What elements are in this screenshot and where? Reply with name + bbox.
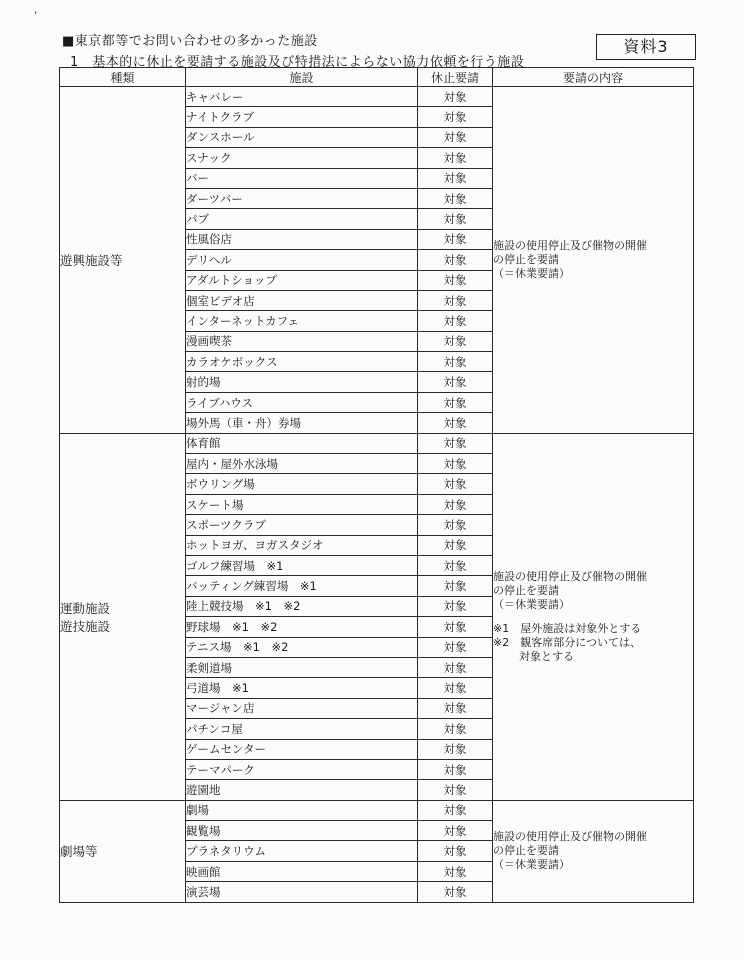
header-facility: 施設 [186,68,418,87]
suspension-target-cell: 対象 [418,290,493,310]
facility-cell: スナック [186,148,418,168]
facility-cell: キャバレー [186,87,418,107]
suspension-target-cell: 対象 [418,698,493,718]
facility-cell: 映画館 [186,861,418,881]
table-row [60,433,694,453]
facility-cell: バッティング練習場 ※1 [186,576,418,596]
category-cell [60,433,186,800]
facility-cell: 漫画喫茶 [186,331,418,351]
suspension-target-cell: 対象 [418,596,493,616]
request-text-line: 施設の使用停止及び催物の開催 [493,830,647,844]
footnote-mark: ※2 [493,635,510,649]
facility-cell: 射的場 [186,372,418,392]
suspension-target-cell: 対象 [418,678,493,698]
facility-cell: アダルトショップ [186,270,418,290]
facility-cell: ホットヨガ、ヨガスタジオ [186,535,418,555]
facility-cell: インターネットカフェ [186,311,418,331]
request-text-line: の停止を要請 [493,252,559,266]
facility-cell: 遊園地 [186,780,418,800]
suspension-target-cell: 対象 [418,107,493,127]
facility-cell: ゲームセンター [186,739,418,759]
suspension-target-cell: 対象 [418,882,493,902]
facility-cell: スポーツクラブ [186,515,418,535]
suspension-target-cell: 対象 [418,392,493,412]
category-label: 運動施設 [60,600,111,616]
facility-cell: 野球場 ※1 ※2 [186,617,418,637]
facility-cell: ダーツバー [186,188,418,208]
facility-cell: パチンコ屋 [186,719,418,739]
facility-cell: 演芸場 [186,882,418,902]
suspension-target-cell: 対象 [418,229,493,249]
facility-cell: カラオケボックス [186,352,418,372]
footnote-text: 観客席部分については、 [520,635,641,649]
suspension-target-cell: 対象 [418,413,493,433]
category-label: 劇場等 [60,844,98,860]
facility-cell: マージャン店 [186,698,418,718]
scan-mark: , [34,3,38,16]
footnote-text: 対象とする [519,649,574,663]
suspension-target-cell: 対象 [418,331,493,351]
suspension-target-cell: 対象 [418,637,493,657]
request-text-line: （＝休業要請） [493,266,570,280]
suspension-target-cell: 対象 [418,188,493,208]
facility-cell: 観覧場 [186,821,418,841]
request-text-line: （＝休業要請） [493,597,570,611]
facility-cell: 体育館 [186,433,418,453]
document-heading: ■東京都等でお問い合わせの多かった施設 [62,34,318,49]
note-spacer [493,612,693,622]
facility-cell: 性風俗店 [186,229,418,249]
suspension-target-cell: 対象 [418,474,493,494]
footnote-line [493,622,693,636]
facility-cell: 弓道場 ※1 [186,678,418,698]
suspension-target-cell: 対象 [418,739,493,759]
suspension-target-cell: 対象 [418,454,493,474]
facility-cell: 屋内・屋外水泳場 [186,454,418,474]
header-request-content: 要請の内容 [493,68,694,87]
footnote-text: 屋外施設は対象外とする [520,621,642,635]
facility-cell: ナイトクラブ [186,107,418,127]
document-subheading: 1 基本的に休止を要請する施設及び特措法によらない協力依頼を行う施設 [70,55,525,70]
suspension-target-cell: 対象 [418,515,493,535]
suspension-target-cell: 対象 [418,494,493,514]
table-row [60,800,694,820]
facility-cell: 場外馬（車・舟）券場 [186,413,418,433]
request-text-line: 施設の使用停止及び催物の開催 [493,238,647,252]
facility-cell: ゴルフ練習場 ※1 [186,555,418,575]
suspension-target-cell: 対象 [418,270,493,290]
footnote-line [493,650,693,664]
facility-cell: デリヘル [186,250,418,270]
facility-cell: テニス場 ※1 ※2 [186,637,418,657]
suspension-target-cell: 対象 [418,759,493,779]
header-suspension: 休止要請 [418,68,493,87]
facility-table [59,67,694,903]
suspension-target-cell: 対象 [418,148,493,168]
request-content-cell [493,800,694,902]
facility-cell: 柔剣道場 [186,657,418,677]
suspension-target-cell: 対象 [418,209,493,229]
table-body [60,87,694,903]
category-label: 遊技施設 [60,618,111,634]
request-text-line: （＝休業要請） [493,858,570,872]
suspension-target-cell: 対象 [418,87,493,107]
facility-cell: パブ [186,209,418,229]
facility-cell: プラネタリウム [186,841,418,861]
facility-cell: 個室ビデオ店 [186,290,418,310]
facility-cell: ダンスホール [186,127,418,147]
suspension-target-cell: 対象 [418,555,493,575]
facility-cell: 陸上競技場 ※1 ※2 [186,596,418,616]
facility-cell: スケート場 [186,494,418,514]
suspension-target-cell: 対象 [418,657,493,677]
request-text-line: の停止を要請 [493,583,559,597]
header-category: 種類 [60,68,186,87]
suspension-target-cell: 対象 [418,780,493,800]
facility-cell: ライブハウス [186,392,418,412]
suspension-target-cell: 対象 [418,719,493,739]
suspension-target-cell: 対象 [418,372,493,392]
suspension-target-cell: 対象 [418,250,493,270]
footnote-line [493,636,693,650]
request-text-line: の停止を要請 [493,844,559,858]
category-cell [60,800,186,902]
suspension-target-cell: 対象 [418,800,493,820]
facility-cell: 劇場 [186,800,418,820]
table-header-row [60,68,694,87]
suspension-target-cell: 対象 [418,535,493,555]
suspension-target-cell: 対象 [418,352,493,372]
suspension-target-cell: 対象 [418,311,493,331]
request-content-cell [493,433,694,800]
suspension-target-cell: 対象 [418,168,493,188]
suspension-target-cell: 対象 [418,576,493,596]
facility-cell: ボウリング場 [186,474,418,494]
category-cell [60,87,186,434]
suspension-target-cell: 対象 [418,617,493,637]
request-content-cell [493,87,694,434]
facility-cell: バー [186,168,418,188]
suspension-target-cell: 対象 [418,127,493,147]
facility-cell: テーマパーク [186,759,418,779]
suspension-target-cell: 対象 [418,821,493,841]
document-label-box: 資料3 [596,34,696,60]
suspension-target-cell: 対象 [418,841,493,861]
suspension-target-cell: 対象 [418,433,493,453]
category-label: 遊興施設等 [60,252,123,268]
table-row [60,87,694,107]
request-text-line: 施設の使用停止及び催物の開催 [493,569,647,583]
footnote-mark: ※1 [493,621,510,635]
suspension-target-cell: 対象 [418,861,493,881]
